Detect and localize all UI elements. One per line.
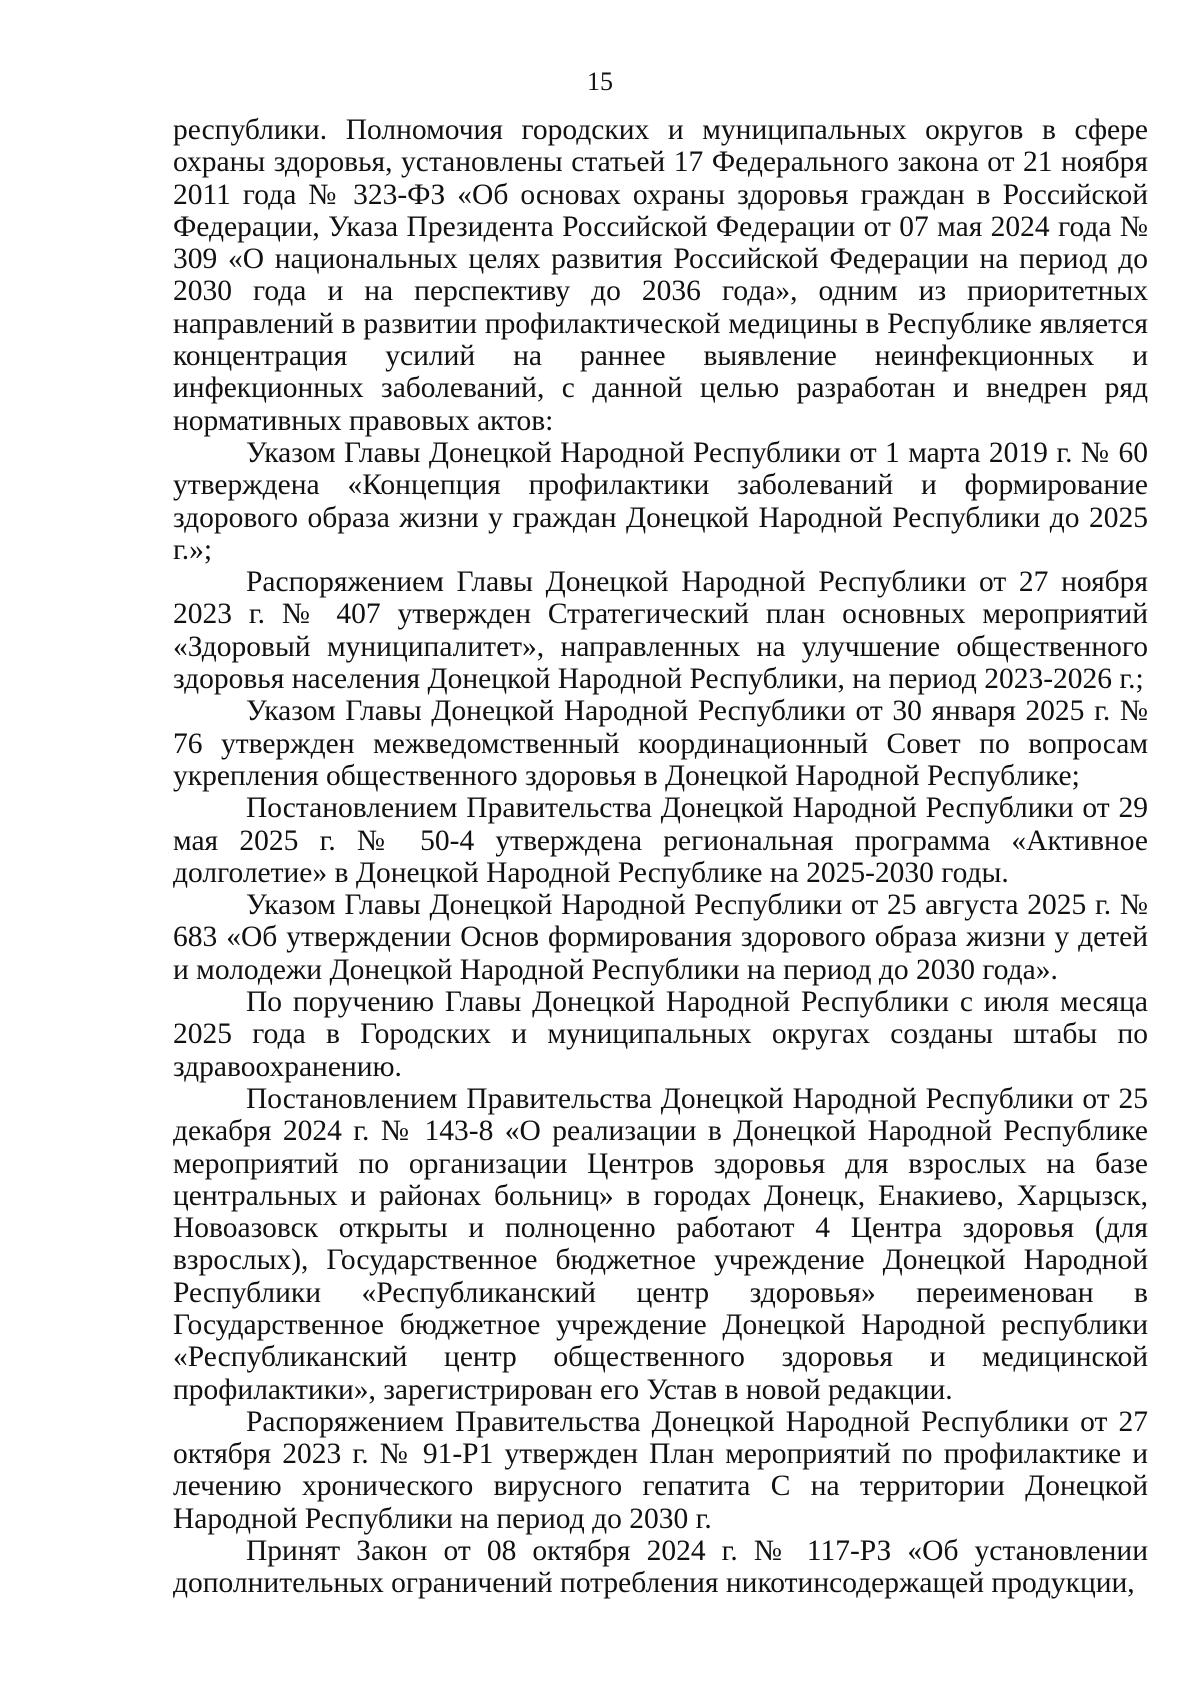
paragraph: Принят Закон от 08 октября 2024 г. № 117-РЗ «Об установлении дополнительных ограничений потребления никотинсодержащей продукции, — [173, 1535, 1148, 1600]
paragraph: Указом Главы Донецкой Народной Республики от 30 января 2025 г. № 76 утвержден межведомственный координационный Совет по вопросам укрепления общественного здоровья в Донецкой Народной Республике; — [173, 695, 1148, 792]
paragraph: Распоряжением Главы Донецкой Народной Республики от 27 ноября 2023 г. № 407 утвержден Стратегический план основных мероприятий «Здоровый муниципалитет», направленных на улучшение общественного здоровья населения Донецкой Народной Республики, на период 2023-2026 г.; — [173, 566, 1148, 696]
page-number: 15 — [587, 67, 613, 96]
paragraph: Указом Главы Донецкой Народной Республики от 25 августа 2025 г. № 683 «Об утверждении Основ формирования здорового образа жизни у детей и молодежи Донецкой Народной Республики на период до 2030 года». — [173, 889, 1148, 986]
document-body — [173, 114, 1148, 1600]
paragraph: По поручению Главы Донецкой Народной Республики с июля месяца 2025 года в Городских и муниципальных округах созданы штабы по здравоохранению. — [173, 986, 1148, 1083]
paragraph: Распоряжением Правительства Донецкой Народной Республики от 27 октября 2023 г. № 91-Р1 утвержден План мероприятий по профилактике и лечению хронического вирусного гепатита С на территории Донецкой Народной Республики на период до 2030 г. — [173, 1405, 1148, 1535]
paragraph: Постановлением Правительства Донецкой Народной Республики от 29 мая 2025 г. № 50-4 утверждена региональная программа «Активное долголетие» в Донецкой Народной Республике на 2025-2030 годы. — [173, 792, 1148, 889]
paragraph: республики. Полномочия городских и муниципальных округов в сфере охраны здоровья, установлены статьей 17 Федерального закона от 21 ноября 2011 года № 323-ФЗ «Об основах охраны здоровья граждан в Российской Федерации, Указа Президента Российской Федерации от 07 мая 2024 года № 309 «О национальных целях развития Российской Федерации на период до 2030 года и на перспективу до 2036 года», одним из приоритетных направлений в развитии профилактической медицины в Республике является концентрация усилий на раннее выявление неинфекционных и инфекционных заболеваний, с данной целью разработан и внедрен ряд нормативных правовых актов: — [173, 114, 1148, 437]
paragraph: Постановлением Правительства Донецкой Народной Республики от 25 декабря 2024 г. № 143-8 «О реализации в Донецкой Народной Республике мероприятий по организации Центров здоровья для взрослых на базе центральных и районах больниц» в городах Донецк, Енакиево, Харцызск, Новоазовск открыты и полноценно работают 4 Центра здоровья (для взрослых), Государственное бюджетное учреждение Донецкой Народной Республики «Республиканский центр здоровья» переименован в Государственное бюджетное учреждение Донецкой Народной республики «Республиканский центр общественного здоровья и медицинской профилактики», зарегистрирован его Устав в новой редакции. — [173, 1082, 1148, 1406]
paragraph: Указом Главы Донецкой Народной Республики от 1 марта 2019 г. № 60 утверждена «Концепция профилактики заболеваний и формирование здорового образа жизни у граждан Донецкой Народной Республики до 2025 г.»; — [173, 436, 1148, 566]
